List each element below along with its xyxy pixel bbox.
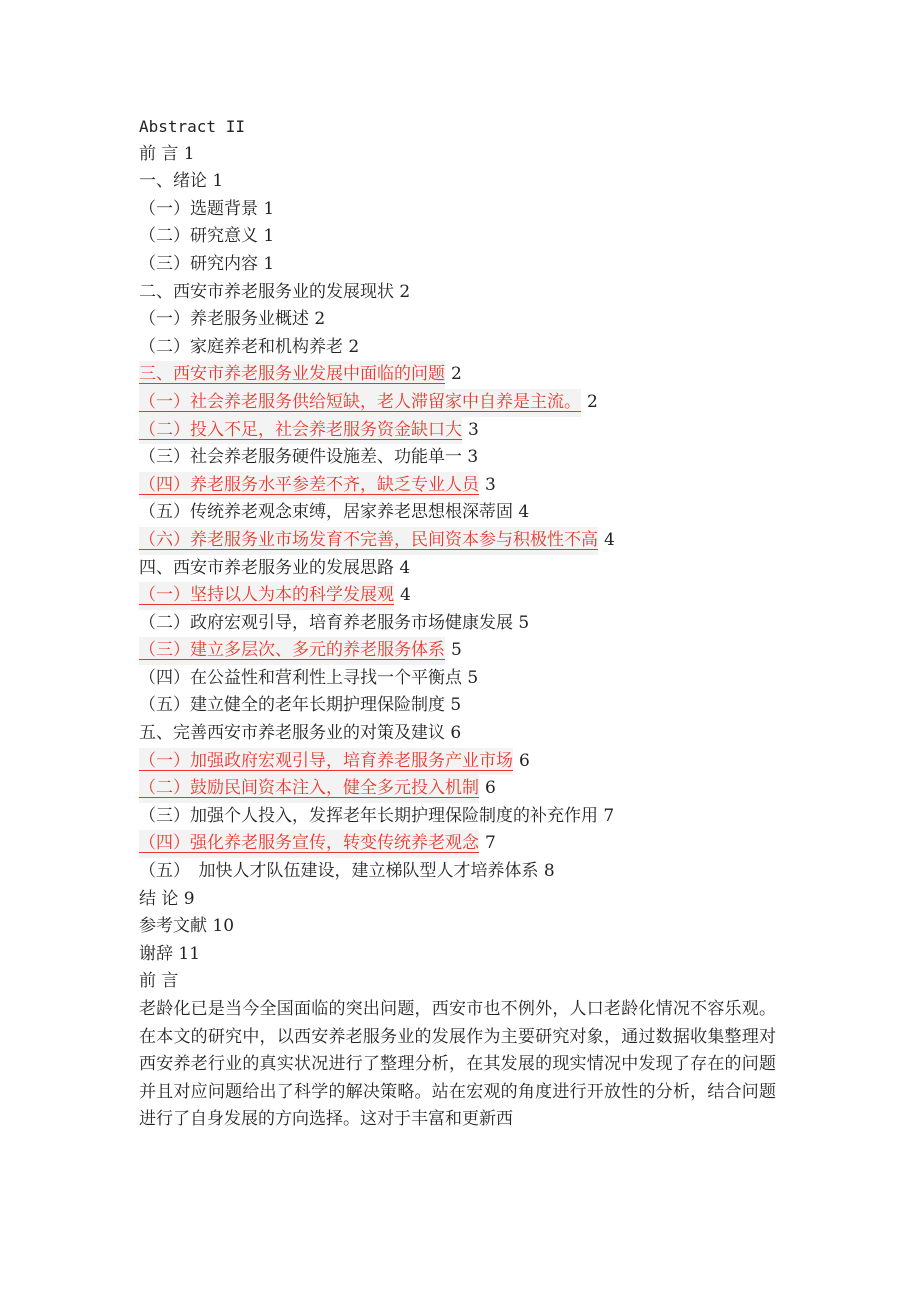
toc-item [139,334,799,362]
toc-item [139,886,799,914]
toc-item [139,444,799,472]
toc-link[interactable]: （六）养老服务业市场发育不完善，民间资本参与积极性不高 [139,527,598,555]
toc-item [139,665,799,693]
toc-page-number: 6 [485,778,496,799]
toc-link[interactable]: （三）建立多层次、多元的养老服务体系 [139,637,445,665]
toc-item[interactable] [139,527,799,555]
toc-text: Abstract II [139,117,245,136]
toc-text: 四、西安市养老服务业的发展思路 4 [139,557,411,578]
toc-item [139,113,799,141]
toc-link[interactable]: （二）投入不足，社会养老服务资金缺口大 [139,417,462,445]
toc-item [139,913,799,941]
toc-text: （二）政府宏观引导，培育养老服务市场健康发展 5 [139,612,530,633]
toc-page-number: 7 [485,833,496,854]
toc-item[interactable] [139,748,799,776]
toc-item [139,858,799,886]
toc-text: （一）养老服务业概述 2 [139,309,326,330]
toc-text: （二）家庭养老和机构养老 2 [139,336,360,357]
toc-item[interactable] [139,417,799,445]
toc-text: （三）研究内容 1 [139,253,275,274]
toc-text: （三）加强个人投入，发挥老年长期护理保险制度的补充作用 7 [139,805,615,826]
toc-item[interactable] [139,775,799,803]
toc-text: 参考文献 10 [139,916,235,937]
toc-text: （二）研究意义 1 [139,226,275,247]
toc-link[interactable]: （一）社会养老服务供给短缺，老人滞留家中自养是主流。 [139,389,581,417]
toc-item [139,141,799,169]
toc-item [139,803,799,831]
toc-item [139,223,799,251]
toc-item[interactable] [139,582,799,610]
toc-text: 二、西安市养老服务业的发展现状 2 [139,281,411,302]
toc-item[interactable] [139,830,799,858]
toc-item[interactable] [139,637,799,665]
toc-item [139,196,799,224]
toc-text: （五）传统养老观念束缚，居家养老思想根深蒂固 4 [139,502,530,523]
toc-page-number: 3 [468,419,479,440]
toc-text: （四）在公益性和营利性上寻找一个平衡点 5 [139,667,479,688]
toc-item [139,941,799,969]
intro-paragraph: 老龄化已是当今全国面临的突出问题，西安市也不例外，人口老龄化情况不容乐观。在本文的研究中，以西安养老服务业的发展作为主要研究对象，通过数据收集整理对西安养老行业的真实状况进行了整理分析，在其发展的现实情况中发现了存在的问题并且对应问题给出了科学的解决策略。站在宏观的角度进行开放性的分析，结合问题进行了自身发展的方向选择。这对于丰富和更新西 [139,999,776,1130]
toc-item [139,720,799,748]
toc-text: 一、绪论 1 [139,171,224,192]
toc-item [139,306,799,334]
toc-page-number: 5 [451,640,462,661]
document-page [139,113,799,1134]
toc-item[interactable] [139,472,799,500]
toc-link[interactable]: （四）养老服务水平参差不齐，缺乏专业人员 [139,472,479,500]
toc-page-number: 2 [451,364,462,385]
toc-text: （五） 加快人才队伍建设，建立梯队型人才培养体系 8 [139,861,555,882]
toc-text: 结 论 9 [139,888,195,909]
toc-page-number: 2 [587,391,598,412]
toc-page-number: 4 [604,529,615,550]
toc-page-number: 6 [519,750,530,771]
toc-item [139,251,799,279]
toc-text: 前 言 1 [139,143,195,164]
toc-item [139,168,799,196]
toc-link[interactable]: 三、西安市养老服务业发展中面临的问题 [139,361,445,389]
toc-page-number: 4 [400,585,411,606]
toc-text: （一）选题背景 1 [139,198,275,219]
intro-title: 前 言 [139,971,179,992]
toc-item [139,279,799,307]
toc-item [139,610,799,638]
toc-item[interactable] [139,389,799,417]
toc-link[interactable]: （一）加强政府宏观引导，培育养老服务产业市场 [139,748,513,776]
toc-link[interactable]: （四）强化养老服务宣传，转变传统养老观念 [139,830,479,858]
toc-text: 五、完善西安市养老服务业的对策及建议 6 [139,723,462,744]
table-of-contents [139,113,799,968]
toc-item[interactable] [139,361,799,389]
toc-text: （五）建立健全的老年长期护理保险制度 5 [139,695,462,716]
toc-page-number: 3 [485,474,496,495]
toc-text: （三）社会养老服务硬件设施差、功能单一 3 [139,447,479,468]
toc-link[interactable]: （二）鼓励民间资本注入，健全多元投入机制 [139,775,479,803]
toc-link[interactable]: （一）坚持以人为本的科学发展观 [139,582,394,610]
toc-item [139,555,799,583]
toc-text: 谢辞 11 [139,943,201,964]
toc-item [139,499,799,527]
toc-item [139,692,799,720]
